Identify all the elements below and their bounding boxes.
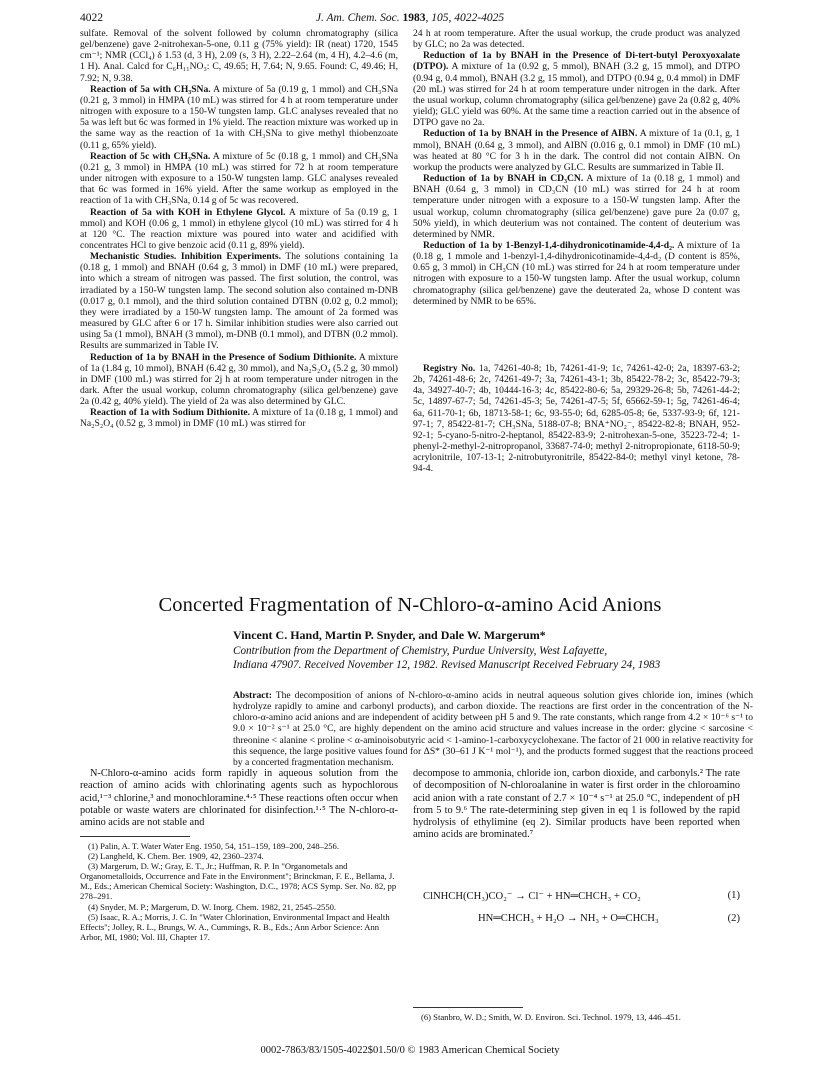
equation-1 <box>423 890 740 902</box>
registry-numbers: Registry No. 1a, 74261-40-8; 1b, 74261-41-9; 1c, 74261-42-0; 2a, 18397-63-2; 2b, 74261-48-6; 2c, 74261-49-7; 3a, 74261-43-1; 3b, 85422-78-2; 3c, 85422-79-3; 4a, 34927-40-7; 4b, 10444-16-3; 4c, 85422-80-6; 5a, 29329-26-8; 5b, 74261-44-2; 5c, 14897-67-7; 5d, 74261-45-3; 5e, 74261-47-5; 5f, 65662-59-1; 5g, 74261-46-4; 6a, 611-70-1; 6b, 18713-58-1; 6c, 93-55-0; 6d, 6285-05-8; 6e, 5337-93-9; 6f, 121-97-1; 7, 85422-81-7; CH₃SNa, 5188-07-8; BNA⁺NO₂⁻, 85422-82-8; BNAH, 952-92-1; 5-cyano-5-nitro-2-heptanol, 85422-83-9; 2-nitrohexan-5-one, 35223-72-4; 1-phenyl-2-methyl-2-nitropropanol, 33687-74-0; methyl 2-nitropropionate, 6118-50-9; acrylonitrile, 107-13-1; 2-nitrobutyronitrile, 85422-84-0; methyl vinyl ketone, 78-94-4. <box>413 362 741 475</box>
paragraph: Reduction of 1a by BNAH in the Presence of AIBN. A mixture of 1a (0.1, g, 1 mmol), BNAH (0.64 g, 3 mmol), and AIBN (0.016 g, 0.1 mmol) in DMF (10 mL) was heated at 80 °C for 3 h in the dark. The control did not contain AIBN. On workup the products were analyzed by GLC. Results are summarized in Table II. <box>413 128 740 173</box>
paragraph: Reaction of 1a with Sodium Dithionite. A mixture of 1a (0.18 g, 1 mmol) and Na₂S₂O₄ (0.52 g, 3 mmol) in DMF (10 mL) was stirred for <box>80 407 398 430</box>
reference: (6) Stanbro, W. D.; Smith, W. D. Environ. Sci. Technol. 1979, 13, 446–451. <box>421 1012 681 1022</box>
paragraph: Reduction of 1a by BNAH in CD₃CN. A mixture of 1a (0.18 g, 1 mmol) and BNAH (0.64 g, 3 mmol) in CD₃CN (10 mL) was stirred for 24 h at room temperature under nitrogen with a exposure to a 150-W tungsten lamp. After the usual workup, column chromatography (silica gel/benzene) gave pure 2a (0.07 g, 50% yield), in which deuterium was not contained. The content of deuterium was determined by NMR. <box>413 173 740 240</box>
reference: (2) Langheld, K. Chem. Ber. 1909, 42, 2360–2374. <box>88 851 264 862</box>
article-authors: Vincent C. Hand, Martin P. Snyder, and Dale W. Margerum* <box>233 628 546 642</box>
equation-expression: HN═CHCH₃ + H₂O → NH₃ + O═CHCH₃ <box>478 913 659 924</box>
paragraph: Reduction of 1a by BNAH in the Presence of Di-tert-butyl Peroxyoxalate (DTPO). A mixture of 1a (0.92 g, 5 mmol), BNAH (3.2 g, 15 mmol), and DTPO (0.94 g, 0.4 mmol), BNAH (3.2 g, 15 mmol), and DTPO (0.94 g, 0.4 mmol) in DMF (20 mL) was stirred for 24 h at room temperature under nitrogen in the dark. After the usual workup, column chromatography (silica gel/benzene) gave 2a (0.82 g, 40% yield); GLC yield was 60%. At the same time a reaction carried out in the absence of DTPO gave no 2a. <box>413 50 740 129</box>
journal-volume-pages: , 105, 4022-4025 <box>425 12 505 24</box>
paragraph: Reduction of 1a by BNAH in the Presence of Sodium Dithionite. A mixture of 1a (1.84 g, 10 mmol), BNAH (6.42 g, 30 mmol), and Na₂S₂O₄ (5.2 g, 30 mmol) in DMF (100 mL) was stirred for 2j h at room temperature under nitrogen in the dark. After the usual workup, column chromatography (silica gel/benzene) gave 2a (0.42 g, 40% yield). The yield of 2a was also determined by GLC. <box>80 351 398 408</box>
paragraph: Mechanistic Studies. Inhibition Experiments. The solutions containing 1a (0.18 g, 1 mmol) and BNAH (0.64 g, 3 mmol) in DMF (10 mL) were prepared, into which a stream of nitrogen was passed. The first solution, the control, was irradiated by a 150-W tungsten lamp. The second solution also contained m-DNB (0.017 g, 0.1 mmol), and the third solution contained DTBN (0.02 g, 0.2 mmol); they were irradiated by a 150-W tungsten lamp. The amount of 2a formed was measured by GLC after 6 or 17 h. Similar inhibition studies were also carried out using 5a (1 mmol), BNAH (3 mmol), m-DNB (0.1 mmol), and DTBN (0.2 mmol). Results are summarized in Table IV. <box>80 251 398 352</box>
body-right-column <box>413 768 740 842</box>
paragraph: sulfate. Removal of the solvent followed by column chromatography (silica gel/benzene) gave 2-nitrohexan-5-one, 0.11 g (75% yield): IR (neat) 1720, 1545 cm⁻¹; NMR (CCl₄) δ 1.53 (d, 3 H), 2.09 (s, 3 H), 2.22–2.64 (m, 4 H), 4.2–4.6 (m, 1 H). Anal. Calcd for C₆H₁₁NO₃: C, 49.65; H, 7.64; N, 9.65. Found: C, 49.46; H, 7.92; N, 9.38. <box>80 28 398 84</box>
equation-number: (1) <box>727 890 740 901</box>
article-affiliation <box>233 645 773 672</box>
references-right <box>413 1012 740 1022</box>
paragraph: 24 h at room temperature. After the usual workup, the crude product was analyzed by GLC; no 2a was detected. <box>413 28 740 51</box>
reference: (5) Isaac, R. A.; Morris, J. C. In "Water Chlorination, Environmental Impact and Health Effects"; Jolley, R. L., Brungs, W. A., Cummings, R. B., Eds.; Ann Arbor Science: Ann Arbor, MI, 1980; Vol. III, Chapter 17. <box>80 911 390 942</box>
page-number: 4022 <box>80 12 103 24</box>
copyright-footer: 0002-7863/83/1505-4022$01.50/0 © 1983 American Chemical Society <box>260 1045 560 1056</box>
received-dates: Indiana 47907. Received November 12, 1982. Revised Manuscript Received February 24, 1983 <box>233 658 661 671</box>
footnote-divider <box>413 1007 523 1008</box>
abstract <box>233 690 753 768</box>
journal-year: 1983 <box>402 12 426 24</box>
paragraph: decompose to ammonia, chloride ion, carbon dioxide, and carbonyls.² The rate of decomposition of N-chloroalanine in water is first order in the chloroamino acid anion with a rate constant of 2.7 × 10⁻⁴ s⁻¹ at 25.0 °C, independent of pH from 5 to 9.⁶ The rate-determining step given in eq 1 is followed by the rapid hydrolysis of ethylimine (eq 2). Similar products have been reported when amino acids are brominated.⁷ <box>413 768 740 841</box>
article-title: Concerted Fragmentation of N-Chloro-α-amino Acid Anions <box>158 594 662 616</box>
experimental-left-column <box>80 28 398 430</box>
footnote-divider <box>80 836 190 837</box>
reference: (4) Snyder, M. P.; Margerum, D. W. Inorg. Chem. 1982, 21, 2545–2550. <box>88 901 337 912</box>
equation-expression: ClNHCH(CH₃)CO₂⁻ → Cl⁻ + HN═CHCH₃ + CO₂ <box>423 891 641 902</box>
equation-number: (2) <box>727 913 740 924</box>
paragraph: Reaction of 5c with CH₃SNa. A mixture of 5c (0.18 g, 1 mmol) and CH₃SNa (0.21 g, 3 mmol) in HMPA (10 mL) was stirred for 72 h at room temperature under nitrogen with exposure to a 150-W tungsten lamp. GLC analyses revealed that 6c was formed in 16% yield. After the same workup as employed in the reaction of 1a with CH₃SNa, 0.14 g of 5c was recovered. <box>80 150 398 207</box>
reference: (3) Margerum, D. W.; Gray, E. T., Jr.; Huffman, R. P. In "Organometals and Organometalloids, Occurrence and Fate in the Environment"; Brinckman, F. E., Bellama, J. M., Eds.; American Chemical Society: Washington, D.C., 1978; ACS Symp. Ser. No. 82, pp 278–291. <box>80 861 397 902</box>
experimental-right-column <box>413 28 740 474</box>
paragraph: Reaction of 5a with CH₃SNa. A mixture of 5a (0.19 g, 1 mmol) and CH₃SNa (0.21 g, 3 mmol) in HMPA (10 mL) was stirred for 4 h at room temperature under nitrogen with exposure to a 150-W tungsten lamp. GLC analyses revealed that no 5a was left but 6c was formed in 1% yield. The reaction mixture was worked up in the same way as the reaction of 1a with CH₃SNa to give methyl thiobenzoate (0.11 g, 65% yield). <box>80 83 399 151</box>
abstract-label: Abstract: <box>233 690 272 701</box>
journal-name: J. Am. Chem. Soc. <box>315 12 400 24</box>
body-left-column <box>80 768 398 829</box>
paragraph: N-Chloro-α-amino acids form rapidly in aqueous solution from the reaction of amino acids with chlorinating agents such as hypochlorous acid,¹⁻³ chlorine,³ and monochloramine.⁴·⁵ These reactions often occur when potable or waste waters are chlorinated for disinfection.¹·⁵ The N-chloro-α-amino acids are not stable and <box>80 768 398 829</box>
abstract-text: The decomposition of anions of N-chloro-α-amino acids in neutral aqueous solution gives chloride ion, imines (which hydrolyze rapidly to amine and carbonyl products), and carbon dioxide. The reactions are first order in the concentration of the N-chloro-α-amino acid anions and are independent of acidity between pH 5 and 9. The rate constants, which range from 4.2 × 10⁻⁶ s⁻¹ to 9.0 × 10⁻² s⁻¹ at 25.0 °C, are highly dependent on the amino acid structure and values increase in the order: glycine < sarcosine < threonine < alanine < proline < α-aminoisobutyric acid < 1-amino-1-carboxycyclohexane. The factor of 21 000 in relative reactivity for this sequence, the large positive values found for ΔS* (30–61 J K⁻¹ mol⁻¹), and the products formed suggest that the reactions proceed by a concerted fragmentation mechanism. <box>233 690 753 768</box>
page-header <box>80 12 740 28</box>
references-left <box>80 841 398 942</box>
paragraph: Reaction of 5a with KOH in Ethylene Glycol. A mixture of 5a (0.19 g, 1 mmol) and KOH (0.06 g, 1 mmol) in ethylene glycol (10 mL) was stirred for 4 h at 120 °C. The reaction mixture was poured into water and acidified with concentrates HCl to give benzoic acid (0.11 g, 89% yield). <box>80 206 398 251</box>
paragraph: Reduction of 1a by 1-Benzyl-1,4-dihydronicotinamide-4,4-d₂. A mixture of 1a (0.18 g, 1 mmole and 1-benzyl-1,4-dihydronicotinamide-4,4-d₂ (D content is 85%, 0.65 g, 3 mmol) in CH₃CN (10 mL) was stirred for 24 h at room temperature under nitrogen with exposure to a 150-W tungsten lamp. After the usual workup, column chromatography (silica gel/benzene) gave the deuterated 2a, whose D content was determined by NMR to be 65%. <box>413 239 740 307</box>
reference: (1) Palin, A. T. Water Water Eng. 1950, 54, 151–159, 189–200, 248–256. <box>88 841 339 851</box>
journal-citation <box>80 12 740 24</box>
equation-2 <box>478 913 740 924</box>
affiliation-line: Contribution from the Department of Chemistry, Purdue University, West Lafayette, <box>233 645 608 657</box>
